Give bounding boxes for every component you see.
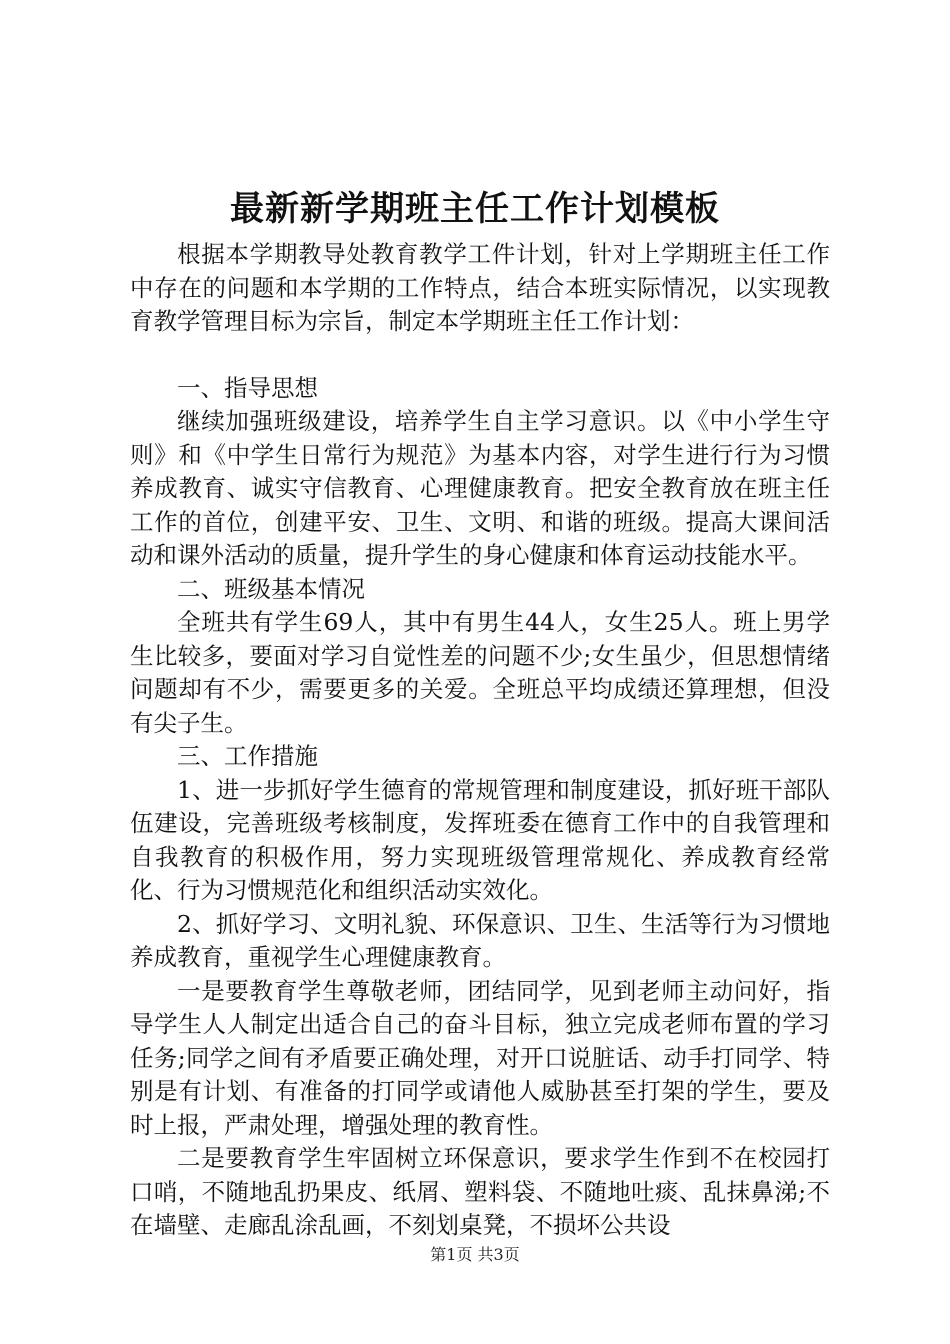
paragraph-class-situation: 全班共有学生69人，其中有男生44人，女生25人。班上男学生比较多，要面对学习自觉性差的问题不少;女生虽少，但思想情绪问题却有不少，需要更多的关爱。全班总平均成绩还算理想，但没有尖子生。 [130,608,830,737]
section-heading-class-situation: 二、班级基本情况 [177,574,365,603]
intro-paragraph: 根据本学期教导处教育教学工件计划，针对上学期班主任工作中存在的问题和本学期的工作特点，结合本班实际情况，以实现教育教学管理目标为宗旨，制定本学期班主任工作计划： [130,240,830,335]
section-heading-guiding-thought: 一、指导思想 [177,373,318,402]
paragraph-measure-2-point-2: 二是要教育学生牢固树立环保意识，要求学生作到不在校园打口哨，不随地乱扔果皮、纸屑、塑料袋、不随地吐痰、乱抹鼻涕;不在墙壁、走廊乱涂乱画，不刻划桌凳，不损坏公共设 [130,1144,830,1239]
section-heading-work-measures: 三、工作措施 [177,742,318,770]
document-body [130,238,830,1243]
paragraph-measure-1: 1、进一步抓好学生德育的常规管理和制度建设，抓好班干部队伍建设，完善班级考核制度，发挥班委在德育工作中的自我管理和自我教育的积极作用，努力实现班级管理常规化、养成教育经常化、行为习惯规范化和组织活动实效化。 [130,775,830,904]
page-number-footer: 第1页 共3页 [430,1245,520,1264]
paragraph-measure-2-point-1: 一是要教育学生尊敬老师，团结同学，见到老师主动问好，指导学生人人制定出适合自己的奋斗目标，独立完成老师布置的学习任务;同学之间有矛盾要正确处理，对开口说脏话、动手打同学、特别是有计划、有准备的打同学或请他人威胁甚至打架的学生，要及时上报，严肃处理，增强处理的教育性。 [130,976,830,1139]
paragraph-guiding-thought: 继续加强班级建设，培养学生自主学习意识。以《中小学生守则》和《中学生日常行为规范》为基本内容，对学生进行行为习惯养成教育、诚实守信教育、心理健康教育。把安全教育放在班主任工作的首位，创建平安、卫生、文明、和谐的班级。提高大课间活动和课外活动的质量，提升学生的身心健康和体育运动技能水平。 [130,407,830,569]
document-title: 最新新学期班主任工作计划模板 [230,189,720,229]
paragraph-measure-2: 2、抓好学习、文明礼貌、环保意识、卫生、生活等行为习惯地养成教育，重视学生心理健康教育。 [130,909,830,971]
